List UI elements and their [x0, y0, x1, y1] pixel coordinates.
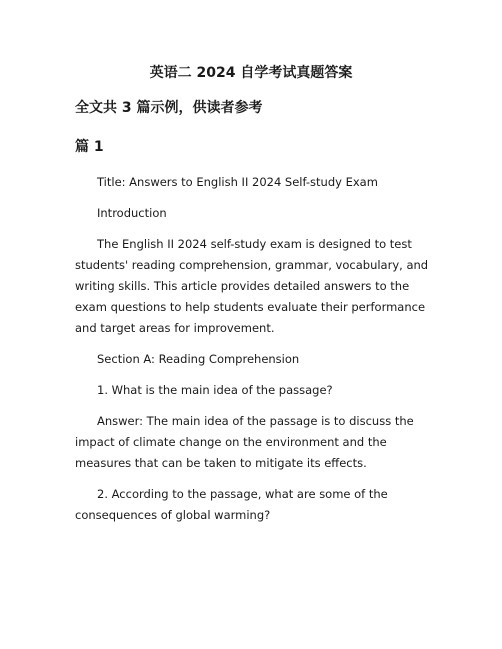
- paragraph-question-1: 1. What is the main idea of the passage?: [97, 383, 333, 397]
- paragraph-answer-1: Answer: The main idea of the passage is to discuss the impact of climate change on the environment and the measures that can be taken to mitigate its effects.: [75, 414, 414, 470]
- paragraph-introduction-text: The English II 2024 self-study exam is designed to test students' reading comprehension, grammar, vocabulary, and writing skills. This article provides detailed answers to the exam questions to help students evaluate their performance and target areas for improvement.: [75, 237, 429, 335]
- document-title: 英语二 2024 自学考试真题答案: [149, 65, 353, 81]
- paragraph-introduction-heading: Introduction: [97, 206, 167, 220]
- paragraph-title-line: Title: Answers to English II 2024 Self-study Exam: [97, 175, 378, 189]
- paragraph-question-2: 2. According to the passage, what are some of the consequences of global warming?: [75, 487, 388, 522]
- document-subtitle: 全文共 3 篇示例，供读者参考: [75, 100, 263, 116]
- section-heading: 篇 1: [75, 139, 104, 155]
- document-body: [75, 172, 435, 536]
- paragraph-section-a-heading: Section A: Reading Comprehension: [97, 352, 300, 366]
